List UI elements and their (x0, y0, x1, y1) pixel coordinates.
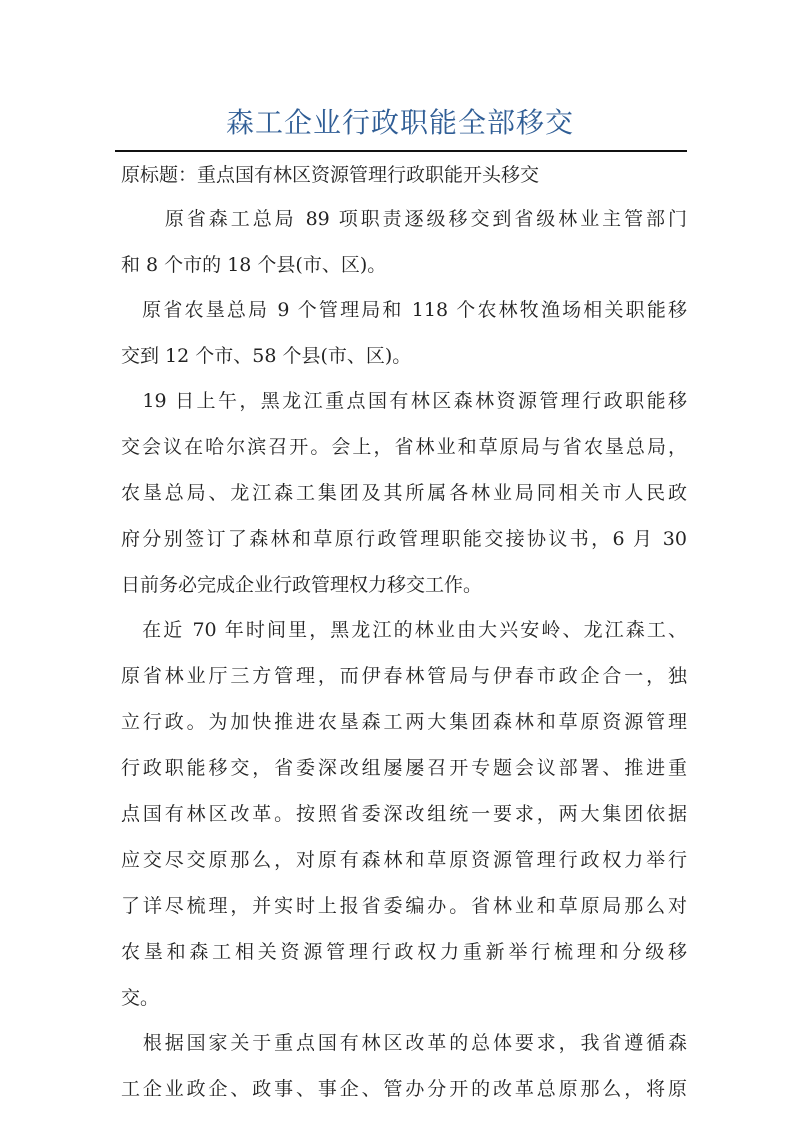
paragraph-line: 日前务必完成企业行政管理权力移交工作。 (121, 574, 483, 596)
paragraph-line: 原省农垦总局 9 个管理局和 118 个农林牧渔场相关职能移 (121, 299, 687, 321)
paragraph-line: 19 日上午，黑龙江重点国有林区森林资源管理行政职能移 (121, 390, 687, 412)
paragraph-line: 原省森工总局 89 项职责逐级移交到省级林业主管部门 (121, 208, 687, 230)
paragraph-line: 和 8 个市的 18 个县(市、区)。 (121, 254, 387, 276)
page-title: 森工企业行政职能全部移交 (225, 106, 574, 139)
paragraph-line: 交到 12 个市、58 个县(市、区)。 (121, 345, 412, 367)
paragraph-line: 在近 70 年时间里，黑龙江的林业由大兴安岭、龙江森工、 (121, 619, 687, 641)
paragraph-1 (121, 204, 687, 280)
paragraph-line: 交会议在哈尔滨召开。会上，省林业和草原局与省农垦总局， (121, 436, 687, 458)
paragraph-5 (121, 1028, 687, 1104)
paragraph-line: 原省林业厅三方管理，而伊春林管局与伊春市政企合一，独 (121, 665, 687, 687)
paragraph-3 (121, 386, 687, 600)
paragraph-line: 了详尽梳理，并实时上报省委编办。省林业和草原局那么对 (121, 895, 687, 917)
document-body (121, 160, 687, 1104)
paragraph-line: 交。 (121, 987, 160, 1009)
paragraph-line: 农垦和森工相关资源管理行政权力重新举行梳理和分级移 (121, 941, 687, 963)
paragraph-4 (121, 615, 687, 1013)
paragraph-line: 根据国家关于重点国有林区改革的总体要求，我省遵循森 (121, 1032, 687, 1054)
paragraph-line: 行政职能移交，省委深改组屡屡召开专题会议部署、推进重 (121, 757, 687, 779)
paragraph-line: 工企业政企、政事、事企、管办分开的改革总原那么，将原 (121, 1078, 687, 1100)
paragraph-line: 点国有林区改革。按照省委深改组统一要求，两大集团依据 (121, 803, 687, 825)
paragraph-line: 立行政。为加快推进农垦森工两大集团森林和草原资源管理 (121, 711, 687, 733)
paragraph-line: 农垦总局、龙江森工集团及其所属各林业局同相关市人民政 (121, 482, 687, 504)
paragraph-line: 应交尽交原那么，对原有森林和草原资源管理行政权力举行 (121, 849, 687, 871)
title-divider (115, 150, 687, 152)
paragraph-2 (121, 295, 687, 371)
subtitle-line: 原标题：重点国有林区资源管理行政职能开头移交 (121, 164, 540, 186)
paragraph-line: 府分别签订了森林和草原行政管理职能交接协议书，6 月 30 (121, 528, 687, 550)
